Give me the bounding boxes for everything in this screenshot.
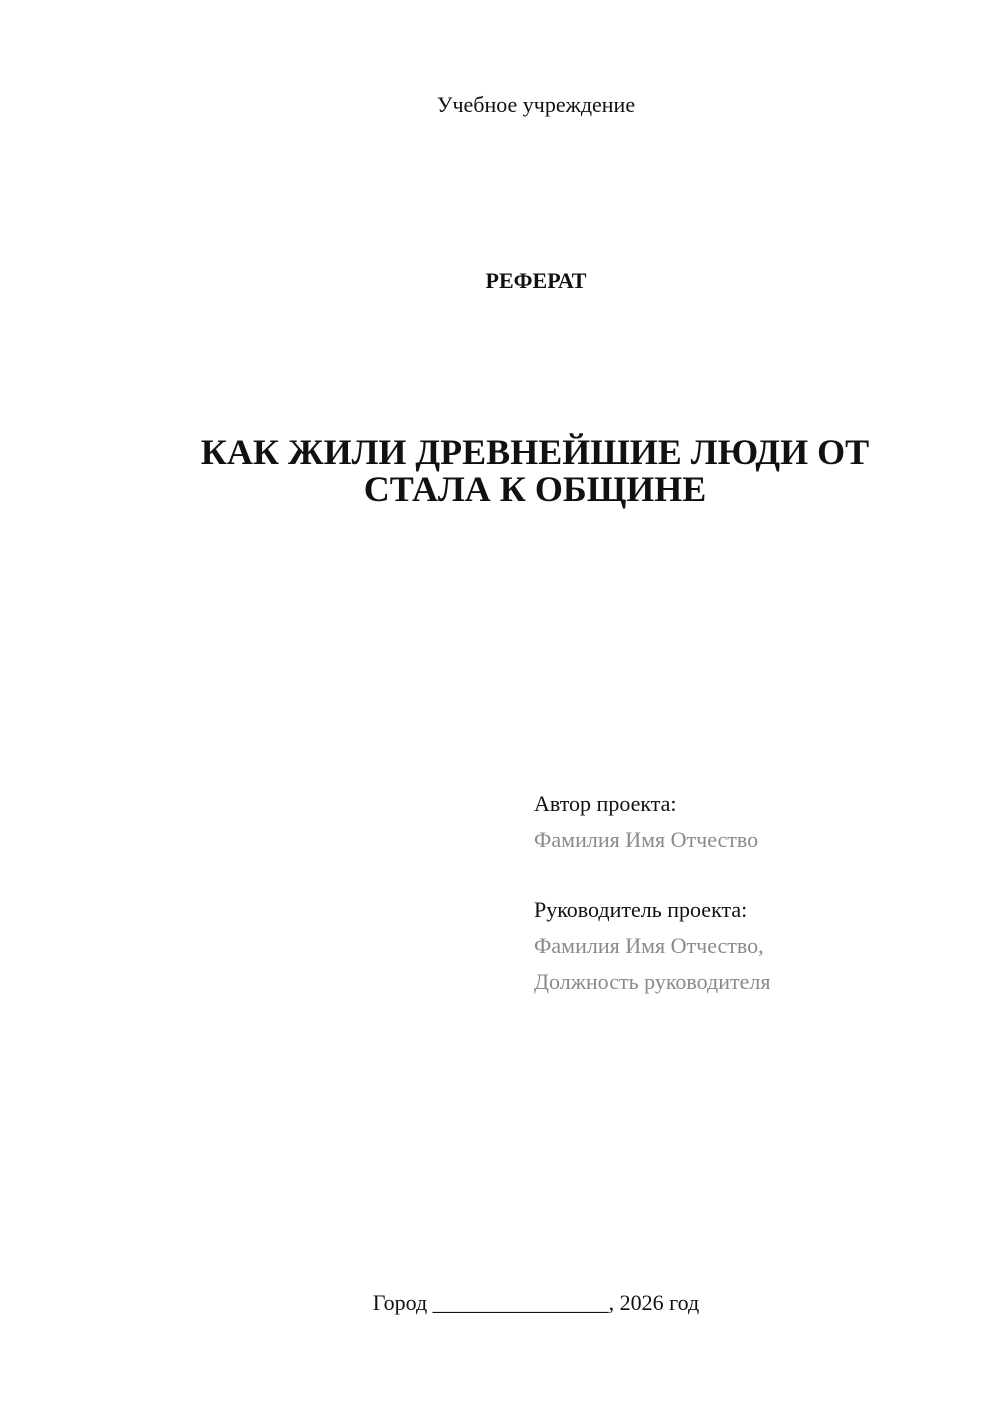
- city-label: Город: [372, 1290, 428, 1315]
- title-line-1: КАК ЖИЛИ ДРЕВНЕЙШИЕ ЛЮДИ ОТ: [200, 432, 870, 472]
- author-label: Автор проекта:: [534, 791, 677, 816]
- author-block: [534, 786, 974, 858]
- author-name: Фамилия Имя Отчество: [534, 827, 759, 852]
- supervisor-block: [534, 892, 974, 1000]
- city-blank: ________________: [432, 1290, 609, 1315]
- document-title: [130, 434, 940, 508]
- supervisor-name: Фамилия Имя Отчество,: [534, 933, 764, 958]
- supervisor-label: Руководитель проекта:: [534, 897, 748, 922]
- year-text: , 2026 год: [608, 1290, 700, 1315]
- institution-name: Учебное учреждение: [436, 92, 636, 117]
- supervisor-position: Должность руководителя: [534, 969, 771, 994]
- document-type: РЕФЕРАТ: [485, 268, 587, 293]
- city-year-line: [0, 1290, 1000, 1316]
- title-line-2: СТАЛА К ОБЩИНЕ: [363, 469, 707, 509]
